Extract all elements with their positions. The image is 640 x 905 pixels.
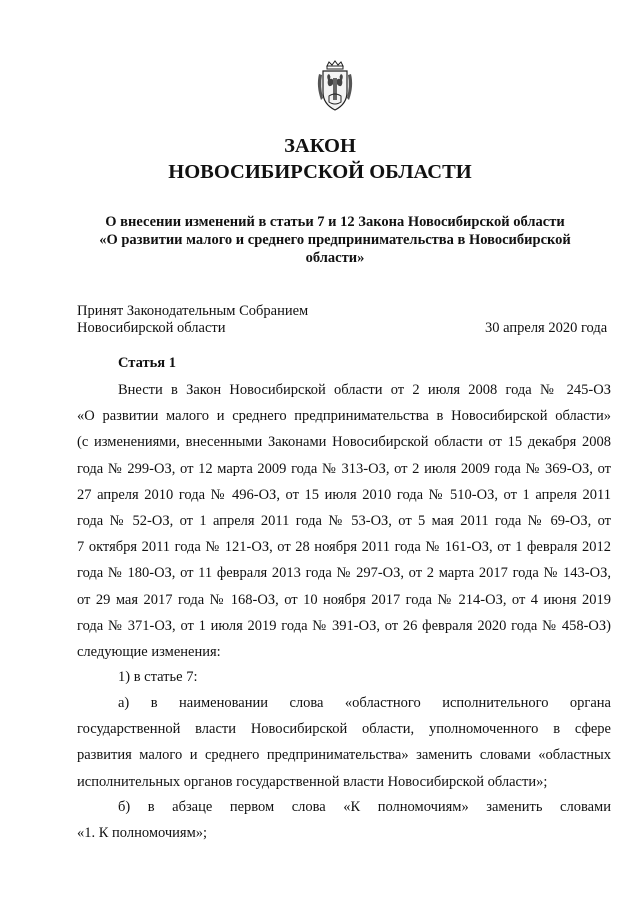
document-subtitle-line2: «О развитии малого и среднего предпринимательства в Новосибирской [99, 232, 571, 248]
item-b-paragraph [77, 794, 611, 846]
paragraph-line: б) в абзаце первом слова «К полномочиям» заменить словами [118, 799, 611, 815]
paragraph-line: Внести в Закон Новосибирской области от 2 июля 2008 года № 245-ОЗ [118, 382, 611, 398]
paragraph-line: (с изменениями, внесенными Законами Новосибирской области от 15 декабря 2008 [77, 434, 611, 451]
coat-of-arms-icon [315, 60, 355, 112]
paragraph-line: года № 371-ОЗ, от 1 июля 2019 года № 391-ОЗ, от 26 февраля 2020 года № 458-ОЗ) [77, 617, 611, 634]
document-title-line2: НОВОСИБИРСКОЙ ОБЛАСТИ [168, 161, 472, 183]
paragraph-line: от 29 мая 2017 года № 168-ОЗ, от 10 ноября 2017 года № 214-ОЗ, от 4 июня 2019 [77, 591, 611, 608]
item-a-paragraph [77, 690, 611, 795]
paragraph-line: развития малого и среднего предпринимательства» заменить словами «областных [77, 747, 611, 764]
paragraph-line: следующие изменения: [77, 644, 221, 661]
paragraph-line: исполнительных органов государственной власти Новосибирской области»; [77, 773, 548, 790]
paragraph-line: 7 октября 2011 года № 121-ОЗ, от 28 ноября 2011 года № 161-ОЗ, от 1 февраля 2012 [77, 539, 611, 556]
paragraph-line: государственной власти Новосибирской области, уполномоченного в сфере [77, 721, 611, 738]
paragraph-line: «О развитии малого и среднего предпринимательства в Новосибирской области» [77, 408, 611, 425]
paragraph-line: «1. К полномочиям»; [77, 825, 208, 842]
paragraph-line: а) в наименовании слова «областного исполнительного органа [118, 695, 611, 711]
paragraph-line: года № 52-ОЗ, от 1 апреля 2011 года № 53-ОЗ, от 5 мая 2011 года № 69-ОЗ, от [77, 513, 611, 530]
paragraph-line: 1) в статье 7: [118, 669, 198, 685]
paragraph-line: 27 апреля 2010 года № 496-ОЗ, от 15 июля 2010 года № 510-ОЗ, от 1 апреля 2011 [77, 486, 611, 503]
item-1-paragraph [77, 664, 611, 690]
document-subtitle-line1: О внесении изменений в статьи 7 и 12 Закона Новосибирской области [105, 214, 565, 230]
document-subtitle-line3: области» [305, 250, 365, 266]
document-title-line1: ЗАКОН [284, 135, 356, 157]
adoption-line2: Новосибирской области [77, 320, 226, 336]
paragraph-line: года № 180-ОЗ, от 11 февраля 2013 года № 297-ОЗ, от 2 марта 2017 года № 143-ОЗ, [77, 565, 611, 582]
adoption-line1: Принят Законодательным Собранием [77, 303, 309, 319]
article-title: Статья 1 [118, 355, 176, 371]
article-intro-paragraph [77, 377, 611, 665]
adoption-date: 30 апреля 2020 года [485, 320, 608, 336]
paragraph-line: года № 299-ОЗ, от 12 марта 2009 года № 313-ОЗ, от 2 июля 2009 года № 369-ОЗ, от [77, 460, 611, 477]
